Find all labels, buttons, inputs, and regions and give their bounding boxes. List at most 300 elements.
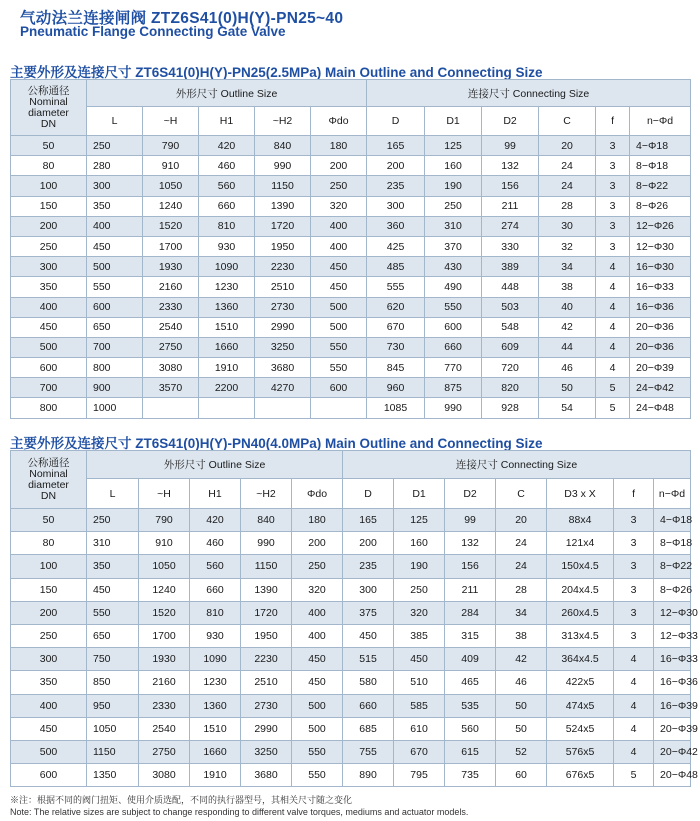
table-cell: 20−Φ36 [630,337,691,357]
table-cell: 2730 [241,694,292,717]
table-cell: 284 [445,601,496,624]
table-row [11,257,691,277]
dn-header-line: diameter [28,478,69,491]
table-cell: 950 [87,694,139,717]
table-cell: 30 [539,216,596,236]
table-cell: 300 [87,176,143,196]
table-cell: 99 [445,509,496,532]
table-row [11,648,691,671]
table-cell: 28 [496,578,547,601]
table-cell: 400 [292,624,343,647]
table-row [11,740,691,763]
table-cell: 1700 [139,624,190,647]
table-cell: 1510 [199,317,255,337]
table-cell: 450 [292,671,343,694]
table-cell: 1390 [241,578,292,601]
table-cell: 1360 [199,297,255,317]
column-header: ~H2 [255,107,311,136]
table-cell: 12−Φ30 [630,236,691,256]
dn-cell: 80 [11,156,87,176]
dn-cell: 150 [11,196,87,216]
dn-cell: 50 [11,509,87,532]
table-cell: 180 [292,509,343,532]
dn-cell: 200 [11,601,87,624]
table-cell: 500 [292,694,343,717]
column-header: ~H [143,107,199,136]
dn-cell: 200 [11,216,87,236]
dn-header-line: DN [40,489,57,502]
table-cell: 400 [292,601,343,624]
table-cell: 60 [496,764,547,787]
table-cell: 8−Φ26 [630,196,691,216]
table-cell: 3 [614,509,654,532]
dn-cell: 600 [11,764,87,787]
table-cell: 320 [311,196,367,216]
table-cell: 800 [87,358,143,378]
table-cell: 235 [343,555,394,578]
table-cell: 88x4 [547,509,614,532]
table-cell: 16−Φ36 [654,671,691,694]
table-cell: 3 [614,555,654,578]
table-cell: 50 [539,378,596,398]
table-cell: 375 [343,601,394,624]
table-cell: 46 [539,358,596,378]
table-cell: 450 [292,648,343,671]
table-cell: 609 [482,337,539,357]
table-cell: 24 [539,176,596,196]
table-row [11,236,691,256]
table-cell: 503 [482,297,539,317]
dn-cell: 700 [11,378,87,398]
table-cell: 422x5 [547,671,614,694]
dn-cell: 350 [11,671,87,694]
table-cell: 2160 [139,671,190,694]
table-cell: 810 [190,601,241,624]
table-cell: 156 [482,176,539,196]
table-cell: 850 [87,671,139,694]
table-cell: 3250 [255,337,311,357]
table-cell: 42 [496,648,547,671]
dn-header-line: 公称通径 [27,84,70,97]
table-row [11,694,691,717]
table-cell: 310 [425,216,482,236]
table-cell: 500 [87,257,143,277]
table-cell: 5 [614,764,654,787]
table-cell: 928 [482,398,539,418]
table-cell: 4 [614,717,654,740]
dn-cell: 400 [11,297,87,317]
table-cell: 2330 [143,297,199,317]
column-header: D [343,479,394,509]
table-cell: 2750 [139,740,190,763]
table-cell: 930 [190,624,241,647]
table-cell: 510 [394,671,445,694]
table-cell: 1510 [190,717,241,740]
table-cell: 54 [539,398,596,418]
table-cell: 200 [367,156,425,176]
table-row [11,601,691,624]
table-cell: 4 [596,337,630,357]
table-cell: 24 [496,555,547,578]
table-cell: 2230 [241,648,292,671]
table-cell: 770 [425,358,482,378]
table-cell: 1150 [241,555,292,578]
table-cell: 320 [394,601,445,624]
column-header: n−Φd [654,479,691,509]
table-cell: 450 [87,578,139,601]
table-cell: 211 [445,578,496,601]
table-cell: 448 [482,277,539,297]
table-cell: 2510 [241,671,292,694]
table-cell: 670 [394,740,445,763]
table-cell: 550 [311,358,367,378]
table-cell: 820 [482,378,539,398]
table-cell: 5 [596,398,630,418]
table-cell: 1240 [143,196,199,216]
dn-cell: 450 [11,317,87,337]
table-cell: 250 [311,176,367,196]
table-cell [143,398,199,418]
table-cell: 730 [367,337,425,357]
table-cell: 685 [343,717,394,740]
table-cell: 150x4.5 [547,555,614,578]
table-cell: 580 [343,671,394,694]
table-cell: 300 [367,196,425,216]
table-cell: 315 [445,624,496,647]
table-cell: 890 [343,764,394,787]
table-cell: 425 [367,236,425,256]
table-row [11,378,691,398]
table-cell: 250 [425,196,482,216]
table-cell: 4−Φ18 [630,136,691,156]
column-header: H1 [199,107,255,136]
table-cell: 1520 [139,601,190,624]
table-cell: 735 [445,764,496,787]
table-cell: 160 [394,532,445,555]
table-cell: 4 [596,317,630,337]
table-cell: 40 [539,297,596,317]
column-header: D [367,107,425,136]
table-row [11,764,691,787]
table-row [11,216,691,236]
table-cell: 24−Φ48 [630,398,691,418]
table-cell: 1230 [190,671,241,694]
table-row [11,358,691,378]
table-cell: 1700 [143,236,199,256]
table-cell: 990 [255,156,311,176]
table-cell: 20−Φ42 [654,740,691,763]
table-cell: 16−Φ33 [630,277,691,297]
dn-cell: 500 [11,740,87,763]
table-cell: 4 [596,297,630,317]
column-header: C [539,107,596,136]
table-cell: 460 [199,156,255,176]
table-cell: 670 [367,317,425,337]
table-cell: 20−Φ39 [654,717,691,740]
table-cell: 165 [343,509,394,532]
table-cell: 660 [425,337,482,357]
table-cell: 370 [425,236,482,256]
footnote-chinese: ※注：根据不同的阀门扭矩、使用介质选配，不同的执行器型号，其相关尺寸随之变化 [10,795,353,805]
table-cell: 420 [190,509,241,532]
table-cell: 320 [292,578,343,601]
dn-cell: 300 [11,648,87,671]
table-cell: 550 [292,764,343,787]
table-cell: 3080 [143,358,199,378]
table-cell: 3 [596,176,630,196]
table-cell: 560 [199,176,255,196]
table-cell [255,398,311,418]
table-cell: 810 [199,216,255,236]
table-cell: 1090 [199,257,255,277]
table-cell: 99 [482,136,539,156]
table-cell: 2510 [255,277,311,297]
table-cell: 313x4.5 [547,624,614,647]
column-header: n−Φd [630,107,691,136]
footnotes [10,794,468,818]
table-cell: 790 [143,136,199,156]
table-row [11,176,691,196]
table-cell: 430 [425,257,482,277]
table-cell: 330 [482,236,539,256]
table-cell: 4 [614,671,654,694]
table-cell: 2750 [143,337,199,357]
table-cell: 46 [496,671,547,694]
table-cell: 2540 [139,717,190,740]
table-cell: 12−Φ33 [654,624,691,647]
column-header: ~H [139,479,190,509]
table-cell: 4270 [255,378,311,398]
table-cell: 50 [496,717,547,740]
column-header: C [496,479,547,509]
table-cell: 550 [425,297,482,317]
table-cell: 38 [496,624,547,647]
dn-header-line: 公称通径 [27,456,70,469]
table-cell: 875 [425,378,482,398]
table-cell: 930 [199,236,255,256]
table-row [11,532,691,555]
table-cell: 350 [87,196,143,216]
table-cell: 3 [614,532,654,555]
table-cell: 28 [539,196,596,216]
table-cell: 200 [343,532,394,555]
table-cell: 3 [614,578,654,601]
table-cell: 44 [539,337,596,357]
table-cell: 250 [394,578,445,601]
table-cell: 400 [311,236,367,256]
table-cell: 409 [445,648,496,671]
table-cell: 20 [496,509,547,532]
table-cell: 5 [596,378,630,398]
table-cell: 990 [425,398,482,418]
table-cell: 615 [445,740,496,763]
dn-cell: 500 [11,337,87,357]
table-cell: 8−Φ18 [654,532,691,555]
table-row [11,337,691,357]
table-cell: 165 [367,136,425,156]
table-cell: 20 [539,136,596,156]
table-cell: 1050 [87,717,139,740]
table-cell: 32 [539,236,596,256]
table-cell: 8−Φ22 [630,176,691,196]
table-cell: 125 [394,509,445,532]
dn-cell: 600 [11,358,87,378]
column-header: Φdo [311,107,367,136]
table-cell: 3570 [143,378,199,398]
table-cell: 2330 [139,694,190,717]
table-cell: 840 [255,136,311,156]
table-cell: 1240 [139,578,190,601]
table-cell: 2200 [199,378,255,398]
table-cell: 660 [343,694,394,717]
table-cell: 204x4.5 [547,578,614,601]
dn-cell: 800 [11,398,87,418]
table-cell: 3 [596,236,630,256]
table-cell: 132 [482,156,539,176]
table-cell: 300 [343,578,394,601]
table-cell: 200 [311,156,367,176]
column-header: D1 [394,479,445,509]
dn-cell: 300 [11,257,87,277]
table-cell: 1720 [241,601,292,624]
table-cell: 250 [292,555,343,578]
table-cell: 3 [596,156,630,176]
table-cell: 38 [539,277,596,297]
table-cell: 260x4.5 [547,601,614,624]
table-cell: 515 [343,648,394,671]
table-cell: 2230 [255,257,311,277]
table2-caption: 主要外形及连接尺寸 ZT6S41(0)H(Y)-PN40(4.0MPa) Main Outline and Connecting Size [10,436,543,451]
table1-caption: 主要外形及连接尺寸 ZT6S41(0)H(Y)-PN25(2.5MPa) Main Outline and Connecting Size [10,65,543,80]
table-cell: 1660 [190,740,241,763]
column-header: D2 [445,479,496,509]
table-cell: 465 [445,671,496,694]
table-cell: 485 [367,257,425,277]
table-cell: 24 [539,156,596,176]
table-cell: 660 [190,578,241,601]
table-cell: 610 [394,717,445,740]
footnote-english: Note: The relative sizes are subject to change responding to different valve torques, mediums and actuator models. [10,807,469,817]
table-cell: 600 [87,297,143,317]
table-cell: 1360 [190,694,241,717]
dn-cell: 400 [11,694,87,717]
table-cell: 200 [292,532,343,555]
table-cell: 420 [199,136,255,156]
table-cell: 16−Φ33 [654,648,691,671]
table-cell: 1150 [87,740,139,763]
table-cell: 389 [482,257,539,277]
connecting-size-header: 连接尺寸 Connecting Size [343,451,691,479]
table-cell: 1930 [139,648,190,671]
dn-header-line: Nominal [29,467,68,480]
table-cell: 8−Φ18 [630,156,691,176]
table-row [11,509,691,532]
table-cell: 16−Φ36 [630,297,691,317]
table-cell: 235 [367,176,425,196]
table-cell: 535 [445,694,496,717]
table-cell: 1000 [87,398,143,418]
table-cell: 795 [394,764,445,787]
pn40-dimension-table [10,450,698,787]
table-cell: 1660 [199,337,255,357]
dn-cell: 450 [11,717,87,740]
table-cell: 560 [445,717,496,740]
table-cell: 755 [343,740,394,763]
connecting-size-header: 连接尺寸 Connecting Size [367,80,691,107]
table-cell: 550 [87,601,139,624]
table-cell: 1085 [367,398,425,418]
table-cell: 790 [139,509,190,532]
table-cell: 16−Φ39 [654,694,691,717]
table-row [11,136,691,156]
table-cell: 20−Φ39 [630,358,691,378]
table-cell: 250 [87,509,139,532]
table-cell: 2540 [143,317,199,337]
table-row [11,277,691,297]
table-cell: 450 [311,257,367,277]
table-row [11,671,691,694]
table-cell: 460 [190,532,241,555]
table-cell: 3680 [241,764,292,787]
pn25-dimension-table [10,79,691,419]
table-cell: 121x4 [547,532,614,555]
table-cell: 274 [482,216,539,236]
table-cell: 2990 [241,717,292,740]
table-cell: 910 [139,532,190,555]
dn-header [11,451,87,509]
dn-cell: 150 [11,578,87,601]
dn-header-line: DN [40,117,57,130]
table-row [11,297,691,317]
table-cell: 910 [143,156,199,176]
dn-header-line: diameter [28,106,69,119]
table-cell: 310 [87,532,139,555]
table-cell: 600 [425,317,482,337]
column-header: f [596,107,630,136]
dn-cell: 50 [11,136,87,156]
table-cell: 400 [311,216,367,236]
table-cell: 560 [190,555,241,578]
table-cell: 576x5 [547,740,614,763]
table-cell: 34 [539,257,596,277]
document-title: 气动法兰连接闸阀 ZTZ6S41(0)H(Y)-PN25~40 [20,10,344,27]
table-cell: 16−Φ30 [630,257,691,277]
table-cell: 1350 [87,764,139,787]
table-cell: 4 [596,358,630,378]
table-cell: 211 [482,196,539,216]
table-cell: 3 [596,136,630,156]
table-cell: 24−Φ42 [630,378,691,398]
table-cell: 474x5 [547,694,614,717]
dn-cell: 100 [11,176,87,196]
table-cell: 720 [482,358,539,378]
table-row [11,156,691,176]
table-cell: 620 [367,297,425,317]
table-cell: 990 [241,532,292,555]
table-cell: 3080 [139,764,190,787]
table-cell: 1230 [199,277,255,297]
table-cell: 4 [614,648,654,671]
table-cell: 4 [614,740,654,763]
table-cell: 2160 [143,277,199,297]
table-cell: 34 [496,601,547,624]
table-cell: 280 [87,156,143,176]
column-header: D1 [425,107,482,136]
table-cell: 1950 [241,624,292,647]
table-row [11,555,691,578]
table-cell: 1910 [199,358,255,378]
table-cell: 650 [87,624,139,647]
